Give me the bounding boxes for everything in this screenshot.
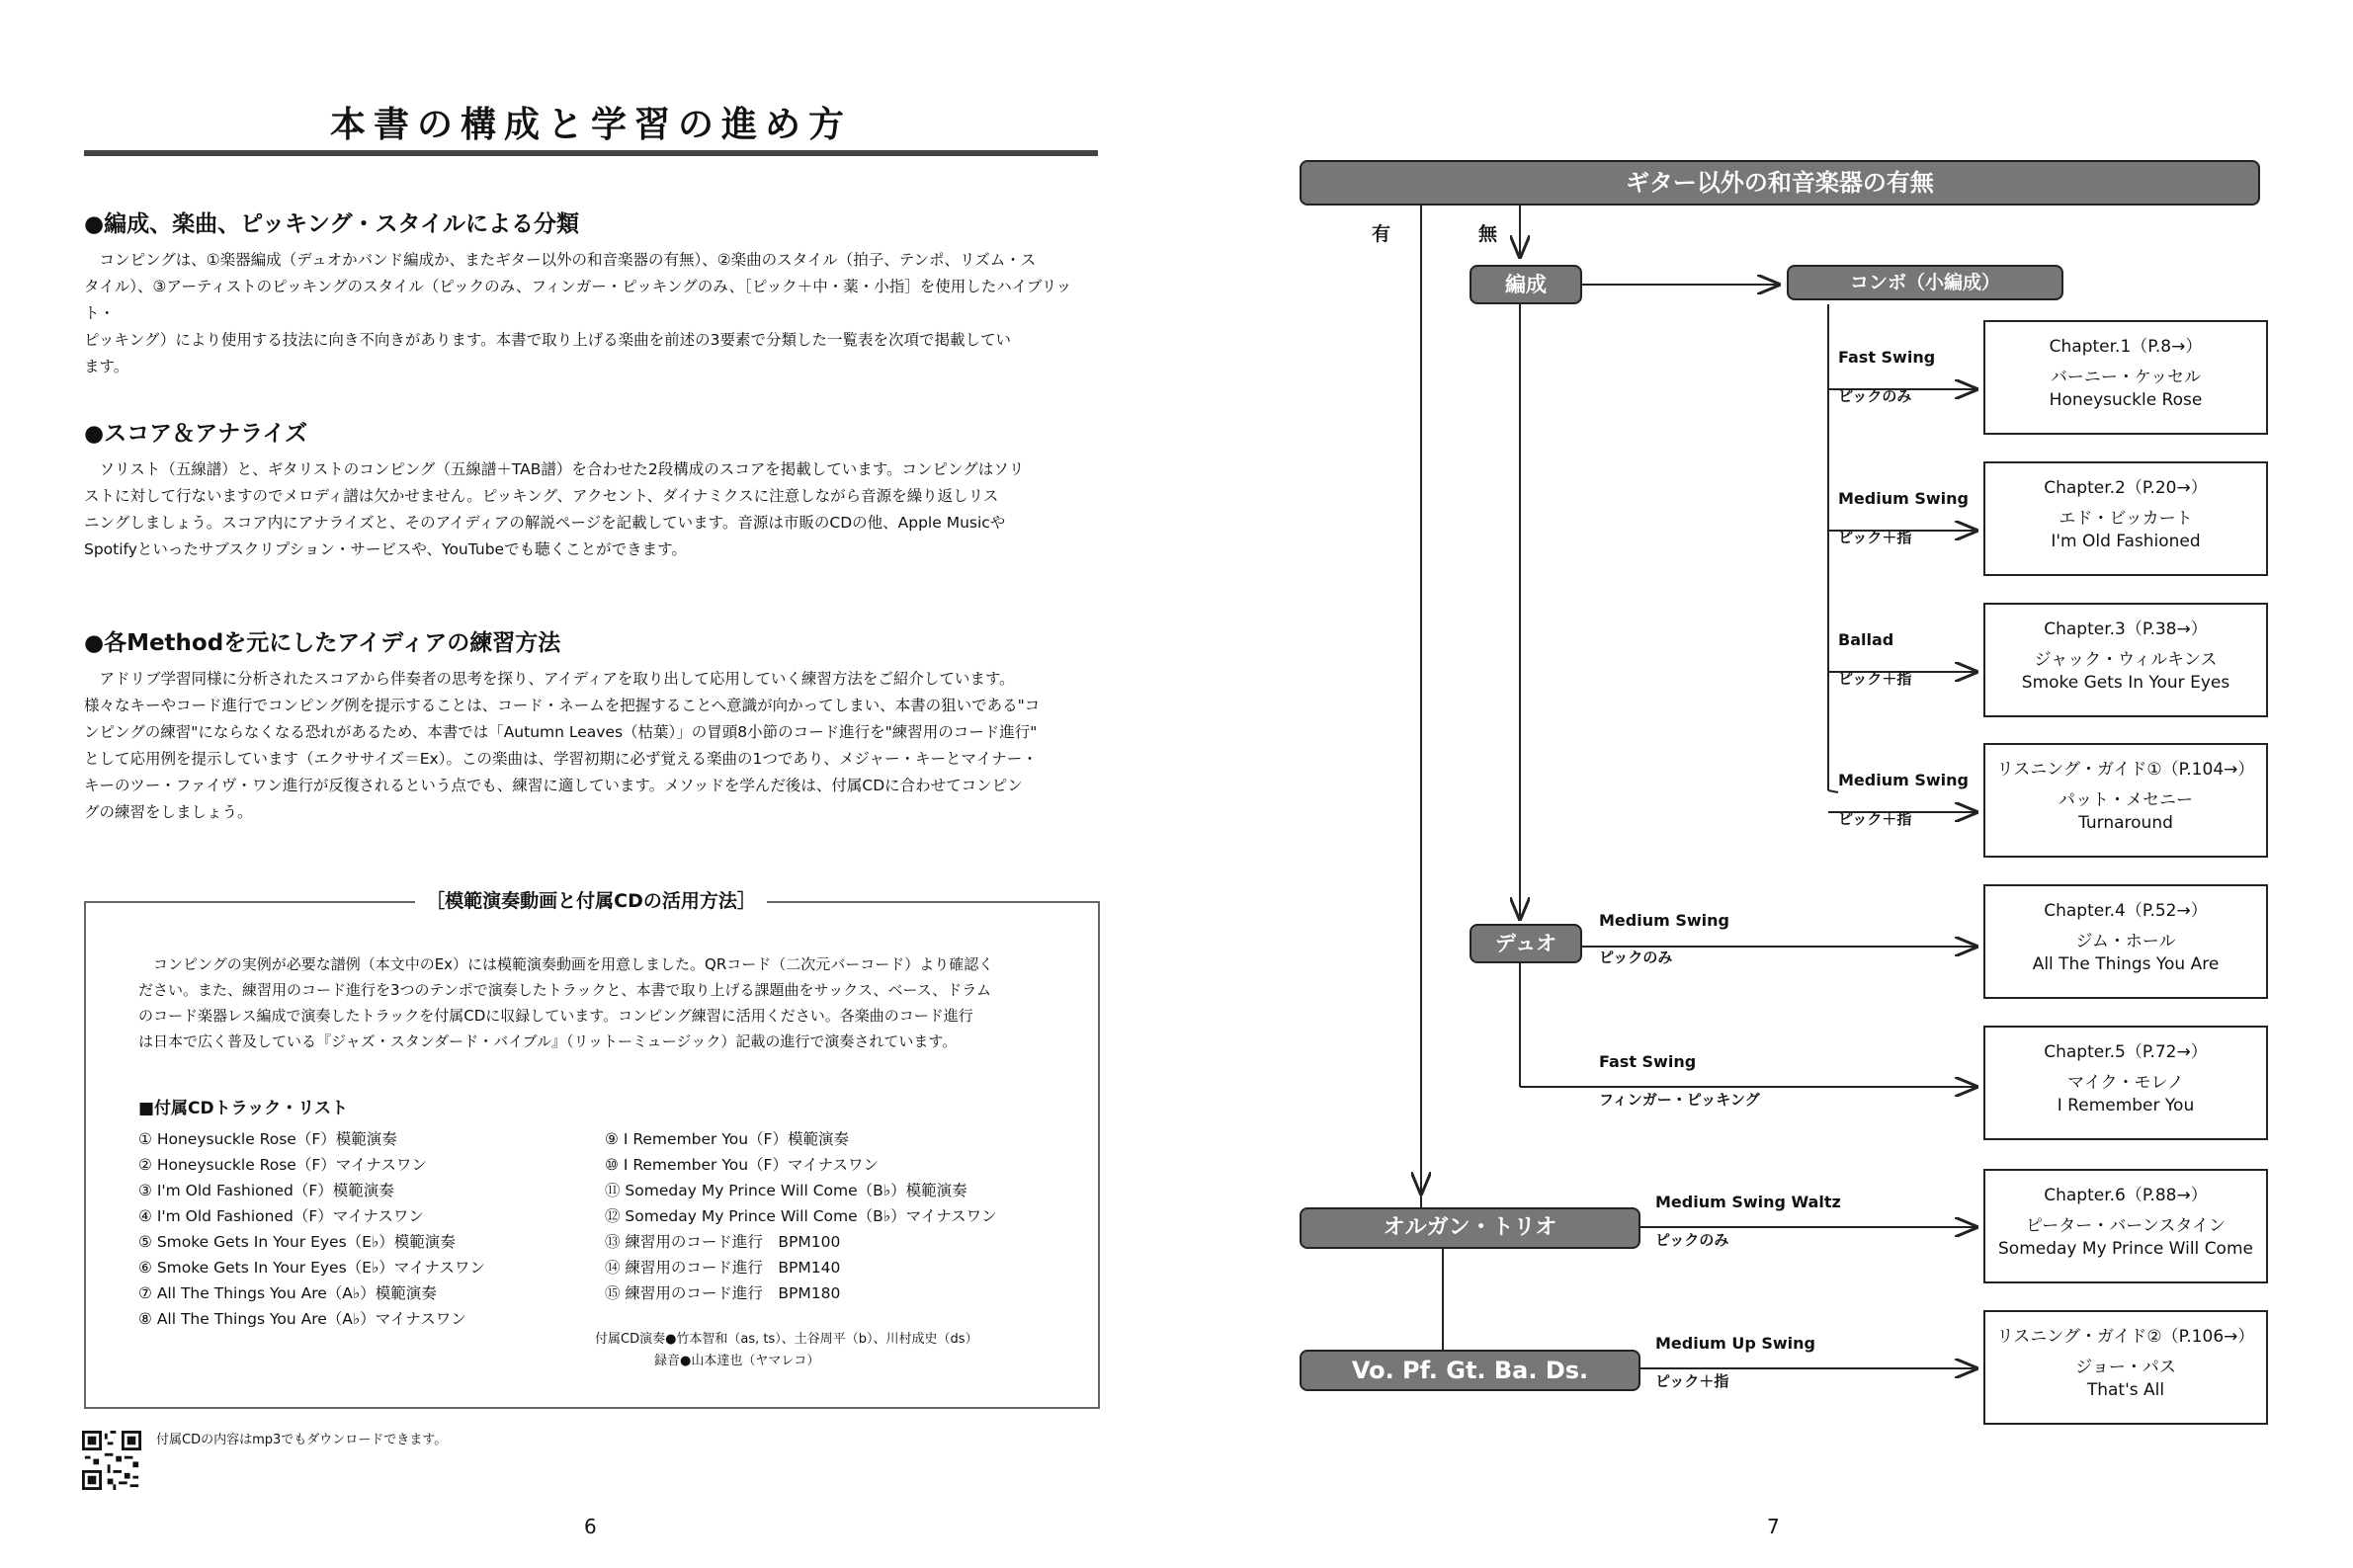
cd-credits [595,1329,978,1372]
body-line: ピッキング）により使用する技法に向き不向きがあります。本書で取り上げる楽曲を前述の3要素で分類した一覧表を次項で掲載してい [84,331,1012,349]
body-line: グの練習をしましょう。 [84,803,253,821]
chapter-label: Chapter.1（P.8→） [2049,337,2203,357]
body-line: アドリブ学習同様に分析されたスコアから伴奏者の思考を探り、アイディアを取り出して応用していく練習方法をご紹介しています。 [99,670,1015,688]
section-body-score [84,456,1098,563]
page-number-right: 7 [1767,1515,1780,1538]
track-item: ⑥ Smoke Gets In Your Eyes（E♭）マイナスワン [138,1259,485,1277]
branch-style: Ballad [1838,630,1894,649]
chapter-tune: Honeysuckle Rose [2049,390,2203,410]
chapter-box [1983,603,2268,717]
chapter-box [1983,1169,2268,1283]
vocal-group-box: Vo. Pf. Gt. Ba. Ds. [1300,1350,1640,1391]
qr-note: 付属CDの内容はmp3でもダウンロードできます。 [156,1433,448,1447]
organ-trio-box: オルガン・トリオ [1300,1207,1640,1249]
chapter-label: Chapter.5（P.72→） [2044,1042,2208,1062]
body-line: Spotifyといったサブスクリプション・サービスや、YouTubeでも聴くことができます。 [84,540,687,558]
section-body-classification [84,247,1098,380]
chapter-artist: パット・メセニー [2059,790,2193,810]
chapter-box [1983,461,2268,576]
body-line: ニングしましょう。スコア内にアナライズと、そのアイディアの解説ページを記載しています。音源は市販のCDの他、Apple Musicや [84,514,1006,532]
track-item: ① Honeysuckle Rose（F）模範演奏 [138,1130,397,1148]
body-line: タイル）、③アーティストのピッキングのスタイル（ピックのみ、フィンガー・ピッキングのみ、［ピック＋中・薬・小指］を使用したハイブリット・ [84,278,1072,322]
cd-box-title: ［模範演奏動画と付属CDの活用方法］ [415,886,767,913]
chapter-label: Chapter.4（P.52→） [2044,901,2208,921]
track-item: ④ I'm Old Fashioned（F）マイナスワン [138,1207,424,1225]
body-line: キーのツー・ファイヴ・ワン進行が反復されるという点でも、練習に適しています。メソッドを学んだ後は、付属CDに合わせてコンピン [84,777,1023,794]
cd-intro-line: コンピングの実例が必要な譜例（本文中のEx）には模範演奏動画を用意しました。QRコード（二次元バーコード）より確認く [153,955,994,973]
cd-intro-line: ださい。また、練習用のコード進行を3つのテンポで演奏したトラックと、本書で取り上げる課題曲をサックス、ベース、ドラム [138,981,992,999]
branch-pick: ピックのみ [1599,949,1673,966]
track-item: ② Honeysuckle Rose（F）マイナスワン [138,1156,427,1174]
chapter-artist: ジャック・ウィルキンス [2034,650,2218,670]
body-line: 様々なキーやコード進行でコンピング例を提示することは、コード・ネームを把握することへ意識が向かってしまい、本書の狙いである"コ [84,697,1041,714]
credit-line: 録音●山本達也（ヤマレコ） [654,1354,820,1368]
chapter-label: Chapter.3（P.38→） [2044,619,2208,639]
branch-style: Medium Swing Waltz [1655,1193,1841,1211]
chapter-box [1983,1026,2268,1140]
chapter-box [1983,743,2268,858]
cd-intro [138,951,1043,1054]
branch-pick: ピック＋指 [1838,670,1912,688]
body-line: ソリスト（五線譜）と、ギタリストのコンピング（五線譜＋TAB譜）を合わせた2段構成のスコアを掲載しています。コンピングはソリ [99,460,1025,478]
branch-pick: フィンガー・ピッキング [1599,1091,1760,1109]
branch-style: Fast Swing [1599,1052,1697,1071]
tracklist-left [138,1126,485,1332]
body-line: ストに対して行ないますのでメロディ譜は欠かせません。ピッキング、アクセント、ダイナミクスに注意しながら音源を繰り返しリス [84,487,999,505]
chapter-box [1983,1310,2268,1425]
chapter-label: Chapter.2（P.20→） [2044,478,2208,498]
branch-style: Medium Swing [1838,489,1969,508]
body-line: ます。 [84,358,129,375]
body-line: として応用例を提示しています（エクササイズ＝Ex）。この楽曲は、学習初期に必ず覚える楽曲の1つであり、メジャー・キーとマイナー・ [84,750,1038,768]
chapter-artist: ピーター・バーンスタイン [2025,1216,2227,1236]
section-heading-score: ●スコア＆アナライズ [84,421,308,447]
branch-pick: ピック＋指 [1838,810,1912,828]
section-heading-method: ●各Methodを元にしたアイディアの練習方法 [84,630,561,656]
track-item: ⑤ Smoke Gets In Your Eyes（E♭）模範演奏 [138,1233,456,1251]
track-item: ⑩ I Remember You（F）マイナスワン [605,1156,880,1174]
cd-intro-line: は日本で広く普及している『ジャズ・スタンダード・バイブル』（リットーミュージック）記載の進行で演奏されています。 [138,1032,958,1050]
tracklist-right [605,1126,997,1306]
branch-pick: ピックのみ [1655,1231,1729,1249]
chapter-tune: Someday My Prince Will Come [1998,1239,2253,1259]
chapter-tune: That's All [2086,1380,2165,1400]
chapter-label: リスニング・ガイド①（P.104→） [1996,760,2255,780]
track-item: ⑪ Someday My Prince Will Come（B♭）模範演奏 [605,1182,967,1199]
chapter-tune: All The Things You Are [2032,954,2220,974]
branch-pick: ピックのみ [1838,387,1912,405]
cd-intro-line: のコード楽器レス編成で演奏したトラックを付属CDに収録しています。コンピング練習に活用ください。各楽曲のコード進行 [138,1007,973,1025]
chapter-artist: ジョー・パス [2075,1358,2176,1377]
classification-flowchart [1285,148,2273,1433]
track-item: ③ I'm Old Fashioned（F）模範演奏 [138,1182,394,1199]
yes-label: 有 [1372,223,1391,245]
body-line: ンピングの練習"にならなくなる恐れがあるため、本書では「Autumn Leaves（枯葉）」の冒頭8小節のコード進行を"練習用のコード進行" [84,723,1038,741]
chapter-tune: I Remember You [2057,1096,2195,1115]
section-body-method [84,666,1098,826]
track-item: ⑧ All The Things You Are（A♭）マイナスワン [138,1310,466,1328]
combo-box: コンボ（小編成） [1787,265,2063,300]
chapter-label: リスニング・ガイド②（P.106→） [1996,1327,2255,1347]
chapter-label: Chapter.6（P.88→） [2044,1186,2208,1205]
chart-top-box: ギター以外の和音楽器の有無 [1300,160,2260,206]
branch-pick: ピック＋指 [1655,1372,1729,1390]
track-item: ⑫ Someday My Prince Will Come（B♭）マイナスワン [605,1207,997,1225]
chapter-artist: マイク・モレノ [2067,1073,2184,1093]
duo-box: デュオ [1470,924,1582,963]
track-item: ⑮ 練習用のコード進行 BPM180 [605,1284,841,1302]
section-heading-classification: ●編成、楽曲、ピッキング・スタイルによる分類 [84,211,579,237]
credit-line: 付属CD演奏●竹本智和（as, ts）、土谷周平（b）、川村成史（ds） [595,1332,978,1347]
chapter-box [1983,320,2268,435]
chapter-tune: I'm Old Fashioned [2051,532,2201,551]
branch-style: Fast Swing [1838,348,1936,367]
chapter-artist: エド・ビッカート [2059,509,2193,529]
chapter-artist: ジム・ホール [2075,932,2176,951]
hensei-box: 編成 [1470,265,1582,304]
track-item: ⑨ I Remember You（F）模範演奏 [605,1130,849,1148]
track-item: ⑬ 練習用のコード進行 BPM100 [605,1233,841,1251]
branch-style: Medium Up Swing [1655,1334,1815,1353]
qr-code-icon[interactable] [82,1431,141,1490]
track-item: ⑦ All The Things You Are（A♭）模範演奏 [138,1284,437,1302]
branch-style: Medium Swing [1838,771,1969,789]
branch-style: Medium Swing [1599,911,1729,930]
page-number-left: 6 [584,1515,597,1538]
chapter-tune: Turnaround [2078,813,2173,833]
chapter-box [1983,884,2268,999]
track-item: ⑭ 練習用のコード進行 BPM140 [605,1259,841,1277]
title-rule [84,150,1098,156]
chapter-tune: Smoke Gets In Your Eyes [2021,673,2230,693]
body-line: コンピングは、①楽器編成（デュオかバンド編成か、またギター以外の和音楽器の有無）、②楽曲のスタイル（拍子、テンポ、リズム・ス [99,251,1037,269]
page-title: 本書の構成と学習の進め方 [329,105,852,145]
branch-pick: ピック＋指 [1838,529,1912,546]
tracklist-heading: ■付属CDトラック・リスト [138,1099,348,1118]
no-label: 無 [1478,223,1498,245]
chapter-artist: バーニー・ケッセル [2050,368,2202,387]
